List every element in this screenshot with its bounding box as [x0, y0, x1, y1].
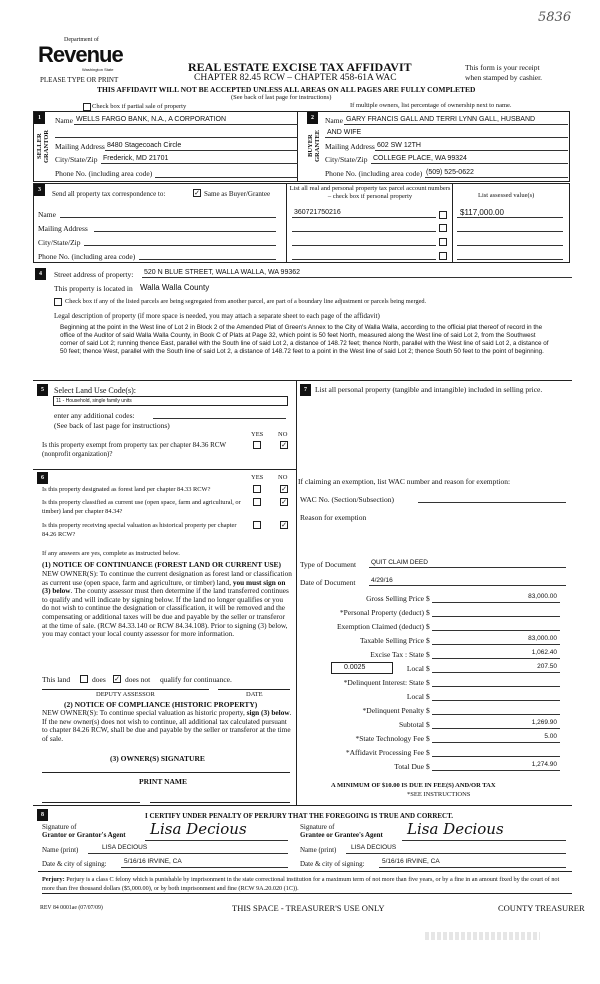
notice1-text	[42, 570, 292, 639]
name-print-label: Name (print)	[300, 846, 337, 854]
buyer-label: BUYER GRANTEE	[307, 129, 321, 163]
section-3-number: 3	[34, 184, 45, 196]
date-city-label: Date & city of signing:	[300, 860, 365, 868]
dollar-sign: $	[426, 664, 430, 673]
section-8-number: 8	[37, 809, 48, 821]
same-as-buyer-checkbox[interactable]: ✓	[194, 189, 200, 197]
qualify-label: qualify for continuance.	[160, 675, 232, 684]
handwritten-note: 5836	[538, 10, 572, 25]
dollar-sign: $	[426, 706, 430, 715]
parcel-header: List all real and personal property tax parcel account numbers – check box if personal property	[289, 185, 451, 200]
section-4-number: 4	[35, 268, 46, 280]
assessed-field[interactable]	[457, 251, 563, 260]
financial-row-field[interactable]	[432, 748, 560, 757]
forest-no-checkbox[interactable]: ✓	[281, 485, 287, 493]
assessor-signature-line[interactable]	[42, 689, 209, 690]
parcel-field[interactable]	[292, 223, 436, 232]
grantee-agent-label: Grantee or Grantee's Agent	[300, 831, 383, 839]
buyer-name-line2[interactable]	[325, 129, 568, 138]
buyer-phone-field[interactable]	[425, 169, 568, 178]
mail-label: Mailing Address	[325, 142, 375, 151]
assessed-value: $117,000.00	[460, 208, 504, 217]
grantor-date-city-field[interactable]	[121, 859, 288, 868]
grantor-agent-label: Grantor or Grantor's Agent	[42, 831, 126, 839]
street-label: Street address of property:	[54, 270, 134, 279]
grantor-name: LISA DECIOUS	[102, 844, 148, 851]
financial-row-field[interactable]	[432, 706, 560, 715]
column-divider	[296, 381, 297, 805]
if-yes-note: If any answers are yes, complete as instructed below.	[42, 550, 180, 557]
divider	[452, 183, 453, 263]
receipt-2: when stamped by cashier.	[465, 73, 543, 82]
dollar-sign: $	[426, 734, 430, 743]
financial-row-label: Excise Tax : State	[370, 650, 424, 659]
notice1-title: (1) NOTICE OF CONTINUANCE (FOREST LAND OR CURRENT USE)	[42, 560, 282, 569]
owner-signature-label: (3) OWNER(S) SIGNATURE	[110, 754, 205, 763]
buyer-mail-field[interactable]	[375, 142, 568, 151]
segregated-label: Check box if any of the listed parcels are being segregated from another parcel, are part of a boundary line adjustment or parcels being merged.	[65, 298, 427, 305]
financial-row-value: 1,274.90	[531, 761, 557, 768]
does-label: does	[92, 675, 106, 684]
date-city-label: Date & city of signing:	[42, 860, 107, 868]
exempt-yes-checkbox[interactable]	[253, 441, 261, 449]
yes-header: YES	[251, 474, 264, 481]
financial-row-label: *Personal Property (deduct)	[339, 608, 424, 617]
seller-phone-field[interactable]	[155, 169, 298, 178]
divider	[33, 380, 572, 381]
land-use-select[interactable]: 11 - Household, single family units	[53, 396, 288, 406]
assessed-field[interactable]	[457, 237, 563, 246]
financial-row-value: 207.50	[537, 663, 557, 670]
county-treasurer: COUNTY TREASURER	[498, 903, 585, 913]
personal-property-checkbox[interactable]	[439, 238, 447, 246]
current-use-yes-checkbox[interactable]	[253, 498, 261, 506]
financial-row-label: Gross Selling Price	[366, 594, 424, 603]
dollar-sign: $	[426, 608, 430, 617]
located-label: This property is located in	[54, 284, 133, 293]
local-rate-field[interactable]: 0.0025	[331, 662, 393, 674]
form-revision: REV 84 0001ae (07/07/09)	[40, 905, 103, 911]
dollar-sign: $	[426, 636, 430, 645]
warning: THIS AFFIDAVIT WILL NOT BE ACCEPTED UNLESS ALL AREAS ON ALL PAGES ARE FULLY COMPLETED	[97, 85, 476, 94]
mail-label: Mailing Address	[55, 142, 105, 151]
financial-row-value: 5.00	[544, 733, 557, 740]
no-header: NO	[278, 474, 288, 481]
financial-row-label: *Affidavit Processing Fee	[345, 748, 424, 757]
see-back-5: (See back of last page for instructions)	[54, 421, 170, 430]
treasurer-use: THIS SPACE - TREASURER'S USE ONLY	[232, 903, 385, 913]
notice2-bold: sign (3) below	[246, 708, 290, 717]
financial-row-label: *Delinquent Interest: State	[343, 678, 424, 687]
perjury-label: Perjury:	[42, 876, 65, 883]
financial-row-label: Local	[406, 664, 424, 673]
assessed-field[interactable]	[457, 223, 563, 232]
name-print-label: Name (print)	[42, 846, 79, 854]
dollar-sign: $	[426, 678, 430, 687]
seller-name: WELLS FARGO BANK, N.A., A CORPORATION	[76, 116, 227, 123]
section-5-number: 5	[37, 384, 48, 396]
buyer-city: COLLEGE PLACE, WA 99324	[373, 155, 467, 162]
print-name-line[interactable]	[42, 802, 140, 803]
divider	[33, 469, 296, 470]
financial-row-field[interactable]	[432, 608, 560, 617]
notice1-bold: you must sign on (3) below	[42, 577, 286, 596]
exempt-no-checkbox[interactable]: ✓	[281, 441, 287, 449]
mail-label: Mailing Address	[38, 224, 88, 233]
section-7-number: 7	[300, 384, 311, 396]
grantee-name-field[interactable]	[346, 845, 566, 854]
historic-no-checkbox[interactable]: ✓	[281, 521, 287, 529]
financial-row-field[interactable]	[432, 664, 560, 673]
receipt-1: This form is your receipt	[465, 63, 540, 72]
phone-label: Phone No. (including area code)	[38, 252, 136, 261]
city-label: City/State/Zip	[325, 155, 368, 164]
chapter: CHAPTER 82.45 RCW – CHAPTER 458-61A WAC	[194, 73, 397, 83]
please-type: PLEASE TYPE OR PRINT	[40, 76, 119, 84]
dollar-sign: $	[426, 748, 430, 757]
no-header: NO	[278, 431, 288, 438]
street-address: 520 N BLUE STREET, WALLA WALLA, WA 99362	[144, 269, 301, 276]
segregated-checkbox[interactable]	[54, 298, 62, 306]
wac-label: WAC No. (Section/Subsection)	[300, 495, 394, 504]
financial-row-field[interactable]	[432, 762, 560, 771]
forest-yes-checkbox[interactable]	[253, 485, 261, 493]
seller-name-field[interactable]	[74, 116, 298, 125]
seller-city-field[interactable]	[101, 155, 298, 164]
seller-city: Frederick, MD 21701	[103, 155, 169, 162]
financial-row-field[interactable]	[432, 720, 560, 729]
signature-of-label: Signature of	[300, 823, 335, 831]
historic-yes-checkbox[interactable]	[253, 521, 261, 529]
dollar-sign: $	[426, 720, 430, 729]
dollar-sign: $	[426, 622, 430, 631]
same-label: Same as Buyer/Grantee	[204, 190, 271, 198]
financial-row-value: 1,269.90	[531, 719, 557, 726]
county: Walla Walla County	[140, 283, 210, 292]
forest-question: Is this property designated as forest land per chapter 84.33 RCW?	[42, 486, 211, 493]
current-use-no-checkbox[interactable]: ✓	[281, 498, 287, 506]
logo-dept: Department of	[64, 37, 99, 43]
logo-name: Revenue	[38, 42, 123, 67]
grantor-signature-field[interactable]	[145, 820, 288, 841]
financial-row-label: Taxable Selling Price	[359, 636, 424, 645]
reason-label: Reason for exemption	[300, 513, 367, 522]
date-of-document-field[interactable]	[369, 577, 566, 586]
notice2-text-b: . If the new owner(s) does not wish to continue, all additional tax calculated pursuant to chapter 84.26 RCW, shall be due and payable by the seller or transferor at the time of sale.	[42, 708, 292, 743]
print-name-label: PRINT NAME	[139, 777, 187, 786]
personal-property-label: List all personal property (tangible and intangible) included in selling price.	[315, 385, 543, 394]
financial-row-label: Subtotal	[398, 720, 424, 729]
assessor-date-line[interactable]	[218, 689, 290, 690]
buyer-name-2: AND WIFE	[327, 129, 362, 136]
divider	[38, 871, 572, 872]
current-use-question: Is this property classified as current use (open space, farm and agricultural, or timber) land per chapter 84.34?	[42, 499, 241, 515]
section-2-number: 2	[307, 112, 318, 124]
partial-sale-label: Check box if partial sale of property	[92, 103, 187, 110]
exemption-label: If claiming an exemption, list WAC number and reason for exemption:	[298, 477, 511, 486]
parcel-number: 360721750216	[294, 209, 341, 216]
certify-statement: I CERTIFY UNDER PENALTY OF PERJURY THAT THE FOREGOING IS TRUE AND CORRECT.	[145, 812, 454, 820]
section-6-number: 6	[37, 472, 48, 484]
parcel-field[interactable]	[292, 209, 436, 218]
grantor-signature: Lisa Decious	[150, 820, 247, 838]
divider	[286, 183, 287, 263]
perjury-notice	[42, 876, 572, 894]
see-back: (See back of last page for instructions)	[231, 94, 332, 101]
grantee-signature: Lisa Decious	[407, 820, 504, 838]
additional-codes-label: enter any additional codes:	[54, 411, 135, 420]
perjury-text: Perjury is a class C felony which is punishable by imprisonment in the state correctional institution for a maximum term of not more than five years, or by a fine in an amount fixed by the court of not more than five thousand dollars ($5,000.00), or by both imprisonment and fine (RCW 9A.20.020 (1C)).	[42, 876, 560, 892]
financial-row-field[interactable]	[432, 650, 560, 659]
financial-row-label: *Delinquent Penalty	[362, 706, 424, 715]
city-label: City/State/Zip	[55, 155, 98, 164]
legal-description: Beginning at the point in the West line of Lot 2 in Block 2 of the Amended Plat of Green's Annex to the City of Walla Walla, according to the official plat thereof of record in the office of the Auditor of said Walla Walla County, in Book C of Plats at Page 32, which point is 50 feet North, measured along the West line of said Lot 2, from the Southwest corner of said Lot 2; running thence East, parallel with the South line of said Lot 2, a distance of 148.72 feet; thence North, parallel with the West line of said Lot 2, a distance of 50 feet; thence West, parallel with the South line of said Lot 2, a distance of 148.72 feet to a point in the West line of said Lot 2; thence South 50 feet to the point of beginning.	[60, 324, 549, 355]
wac-field[interactable]	[418, 494, 566, 503]
notice1-text-b: . The county assessor must then determine if the land transferred continues to qualify and will indicate by signing below. If the land no longer qualifies or you do not wish to continue the designation or classification, it will be removed and the compensating or additional taxes will be due and payable by the seller or transferor at the time of sale. (RCW 84.33.140 or RCW 84.34.108). Prior to signing (3) below, you may contact your local county assessor for more information.	[42, 586, 289, 639]
date-label: DATE	[246, 691, 263, 698]
signature-of-label: Signature of	[42, 823, 77, 831]
financial-row-value: 83,000.00	[528, 593, 557, 600]
minimum-note: A MINIMUM OF $10.00 IS DUE IN FEE(S) AND/OR TAX	[331, 782, 496, 789]
financial-row-field[interactable]	[432, 692, 560, 701]
city-label: City/State/Zip	[38, 238, 81, 247]
buyer-phone: (509) 525-0622	[426, 169, 474, 176]
grantor-date-city: 5/16/16 IRVINE, CA	[124, 858, 182, 865]
document-date: 4/29/16	[371, 577, 393, 584]
logo-state: Washington State	[82, 67, 114, 72]
personal-property-checkbox[interactable]	[439, 211, 447, 219]
notice1-text-a: NEW OWNER(S): To continue the current designation as forest land or classification as current use (open space, farm and agriculture, or timber) land,	[42, 569, 292, 587]
historic-question: Is this property receiving special valuation as historical property per chapter 84.26 RCW?	[42, 522, 237, 538]
dollar-sign: $	[426, 692, 430, 701]
grantee-date-city: 5/16/16 IRVINE, CA	[382, 858, 440, 865]
does-not-label: does not	[125, 675, 151, 684]
dollar-sign: $	[426, 594, 430, 603]
parcel-field[interactable]	[292, 251, 436, 260]
financial-row-value: 83,000.00	[528, 635, 557, 642]
date-of-document-label: Date of Document	[300, 578, 356, 587]
phone-label: Phone No. (including area code)	[55, 169, 153, 178]
financial-row-field[interactable]	[432, 622, 560, 631]
buyer-city-field[interactable]	[371, 155, 568, 164]
assessed-field[interactable]	[457, 209, 563, 218]
name-label: Name	[38, 210, 56, 219]
buyer-mail: 602 SW 12TH	[377, 142, 421, 149]
does-checkbox[interactable]	[80, 675, 88, 683]
financial-row-field[interactable]	[432, 734, 560, 743]
type-of-document-field[interactable]	[369, 559, 566, 568]
street-field[interactable]	[142, 269, 572, 278]
send-label: Send all property tax correspondence to:	[52, 190, 166, 198]
type-of-document-label: Type of Document	[300, 560, 357, 569]
financial-row-label: Total Due	[394, 762, 424, 771]
divider	[33, 805, 572, 806]
print-name-line[interactable]	[150, 802, 290, 803]
grantee-name: LISA DECIOUS	[351, 844, 397, 851]
seller-name-line2[interactable]	[55, 129, 298, 138]
notice2-text	[42, 709, 294, 743]
financial-row-label: *State Technology Fee	[355, 734, 424, 743]
buyer-name-field[interactable]	[344, 116, 568, 125]
partial-sale-checkbox[interactable]	[83, 103, 91, 111]
multiple-owners-note: If multiple owners, list percentage of ownership next to name.	[350, 102, 512, 109]
parcel-field[interactable]	[292, 237, 436, 246]
financial-row-value: 1,062.40	[531, 649, 557, 656]
dollar-sign: $	[426, 650, 430, 659]
personal-property-checkbox[interactable]	[439, 224, 447, 232]
deputy-assessor-label: DEPUTY ASSESSOR	[96, 691, 155, 698]
grantee-date-city-field[interactable]	[379, 859, 566, 868]
seller-mail: 8480 Stagecoach Circle	[107, 142, 182, 149]
notice2-title: (2) NOTICE OF COMPLIANCE (HISTORIC PROPERTY)	[64, 700, 258, 709]
corr-phone-field[interactable]	[139, 251, 276, 260]
financial-row-field[interactable]	[432, 594, 560, 603]
financial-row-label: Exemption Claimed (deduct)	[336, 622, 424, 631]
dollar-sign: $	[426, 762, 430, 771]
yes-header: YES	[251, 431, 264, 438]
name-label: Name	[325, 116, 343, 125]
additional-codes-field[interactable]	[153, 410, 286, 419]
corr-city-field[interactable]	[84, 237, 276, 246]
personal-property-checkbox[interactable]	[439, 252, 447, 260]
document-type: QUIT CLAIM DEED	[371, 559, 428, 566]
form-title: REAL ESTATE EXCISE TAX AFFIDAVIT	[188, 60, 412, 74]
legal-label: Legal description of property (if more space is needed, you may attach a separate sheet to each page of the affidavit)	[54, 312, 380, 320]
grantor-name-field[interactable]	[88, 845, 288, 854]
buyer-name: GARY FRANCIS GALL AND TERRI LYNN GALL, HUSBAND	[346, 116, 536, 123]
name-label: Name	[55, 116, 73, 125]
phone-label: Phone No. (including area code)	[325, 169, 423, 178]
corr-mail-field[interactable]	[94, 223, 276, 232]
owner-signature-line[interactable]	[42, 772, 290, 773]
financial-row-label: Local	[406, 692, 424, 701]
this-land-label: This land	[42, 675, 71, 684]
assessed-header: List assessed value(s)	[478, 192, 535, 199]
notice2-text-a: NEW OWNER(S): To continue special valuation as historic property,	[42, 708, 245, 717]
section-1-number: 1	[34, 112, 45, 124]
grantee-signature-field[interactable]	[402, 820, 566, 841]
cashier-stamp	[425, 932, 540, 940]
land-use-label: Select Land Use Code(s):	[54, 386, 136, 395]
does-not-checkbox[interactable]: ✓	[114, 675, 120, 683]
financial-row-field[interactable]	[432, 636, 560, 645]
seller-label: SELLER GRANTOR	[36, 129, 50, 163]
see-instructions: *SEE INSTRUCTIONS	[407, 791, 471, 798]
corr-name-field[interactable]	[60, 209, 276, 218]
financial-row-field[interactable]	[432, 678, 560, 687]
seller-mail-field[interactable]	[105, 142, 298, 151]
exempt-question: Is this property exempt from property tax per chapter 84.36 RCW (nonprofit organization)?	[42, 441, 226, 458]
